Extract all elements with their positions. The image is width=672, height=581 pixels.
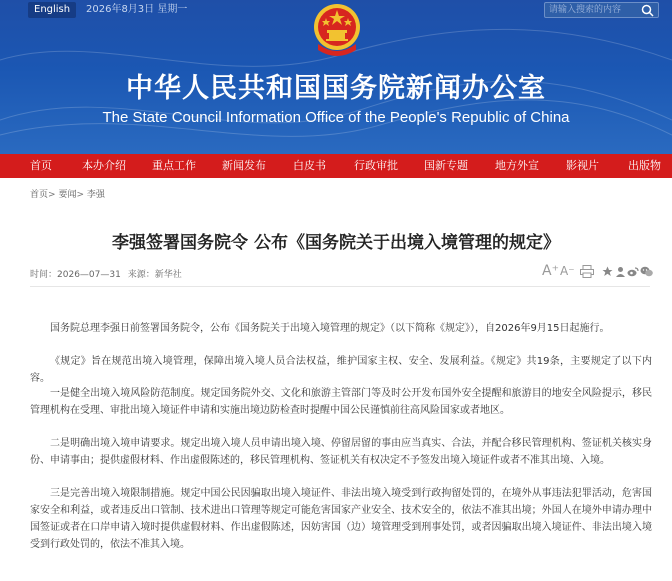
source-label: 来源： — [127, 270, 155, 280]
publish-time: 2026—07—31 — [57, 270, 121, 280]
article-paragraph: 《规定》旨在规范出境入境管理，保障出境入境人员合法权益，维护国家主权、安全、发展利益。《规定》共19条，主要规定了以下内容。 — [30, 356, 652, 384]
search-icon[interactable] — [641, 4, 654, 17]
article-source: 新华社 — [154, 270, 182, 280]
breadcrumb-home[interactable]: 首页 — [30, 190, 49, 200]
article-paragraph: 国务院总理李强日前签署国务院令，公布《国务院关于出境入境管理的规定》（以下简称《规定》），自2026年9月15日起施行。 — [50, 323, 610, 334]
national-emblem-icon[interactable] — [312, 0, 362, 60]
article-paragraph: 一是健全出境入境风险防范制度。规定国务院外交、文化和旅游主管部门等及时公开发布国外安全提醒和旅游目的地安全风险提示，移民管理机构在受理、审批出境入境证件申请和实施出境边防检查时提醒中国公民谨慎前往高风险国家或者地区。 — [30, 388, 652, 416]
nav-item-films[interactable]: 影视片 — [566, 159, 599, 172]
nav-item-white-papers[interactable]: 白皮书 — [293, 159, 326, 172]
breadcrumb — [30, 187, 105, 200]
main-nav — [0, 154, 672, 178]
wechat-icon[interactable] — [640, 266, 653, 277]
nav-item-home[interactable]: 首页 — [30, 159, 52, 172]
article-paragraph: 三是完善出境入境限制措施。规定中国公民因骗取出境入境证件、非法出境入境受到行政拘留处罚的，在境外从事违法犯罪活动，危害国家安全和利益，或者违反出口管制、技术进出口管理等规定可能危害国家产业安全、技术安全的，依法不准其出境；外国人在境外申请办理中国签证或者在口岸申请入境时提供虚假材料、作出虚假陈述，因妨害国（边）境管理受到刑事处罚，或者因骗取出境入境证件、非法出境入境受到行政处罚的，依法不准其入境。 — [30, 488, 652, 550]
search-input[interactable] — [549, 3, 637, 17]
site-header — [0, 0, 672, 154]
time-label: 时间： — [30, 270, 58, 280]
nav-item-admin-approval[interactable]: 行政审批 — [354, 159, 398, 172]
current-date: 2026年8月3日 星期一 — [86, 4, 188, 15]
nav-item-local-publicity[interactable]: 地方外宣 — [495, 159, 539, 172]
nav-item-key-work[interactable]: 重点工作 — [152, 159, 196, 172]
meta-divider — [30, 286, 650, 287]
star-icon[interactable] — [602, 266, 613, 277]
breadcrumb-separator: > — [48, 190, 56, 200]
site-title-english: The State Council Information Office of the People's Republic of China — [102, 109, 570, 126]
weibo-icon[interactable] — [627, 266, 639, 277]
nav-item-press-release[interactable]: 新闻发布 — [222, 159, 266, 172]
article-title: 李强签署国务院令 公布《国务院关于出境入境管理的规定》 — [112, 233, 560, 253]
nav-item-about[interactable]: 本办介绍 — [82, 159, 126, 172]
search-box — [544, 2, 659, 18]
breadcrumb-separator: > — [76, 190, 84, 200]
font-smaller-button[interactable]: A⁻ — [560, 264, 575, 278]
nav-item-special-topics[interactable]: 国新专题 — [424, 159, 468, 172]
nav-item-publications[interactable]: 出版物 — [628, 159, 661, 172]
person-icon[interactable] — [615, 266, 626, 277]
breadcrumb-li-qiang[interactable]: 李强 — [86, 190, 105, 200]
english-button[interactable]: English — [28, 2, 76, 18]
font-larger-button[interactable]: A⁺ — [542, 263, 559, 279]
print-icon[interactable] — [580, 265, 594, 278]
article-meta — [30, 267, 186, 280]
article-paragraph: 二是明确出境入境申请要求。规定出境入境人员申请出境入境、停留居留的事由应当真实、合法，并配合移民管理机构、签证机关核实身份、申请事由；提供虚假材料、作出虚假陈述的，移民管理机构、签证机关有权决定不予签发出境入境证件或者不准其出境、入境。 — [30, 438, 652, 466]
site-title-chinese: 中华人民共和国国务院新闻办公室 — [126, 73, 546, 104]
breadcrumb-news[interactable]: 要闻 — [58, 190, 77, 200]
